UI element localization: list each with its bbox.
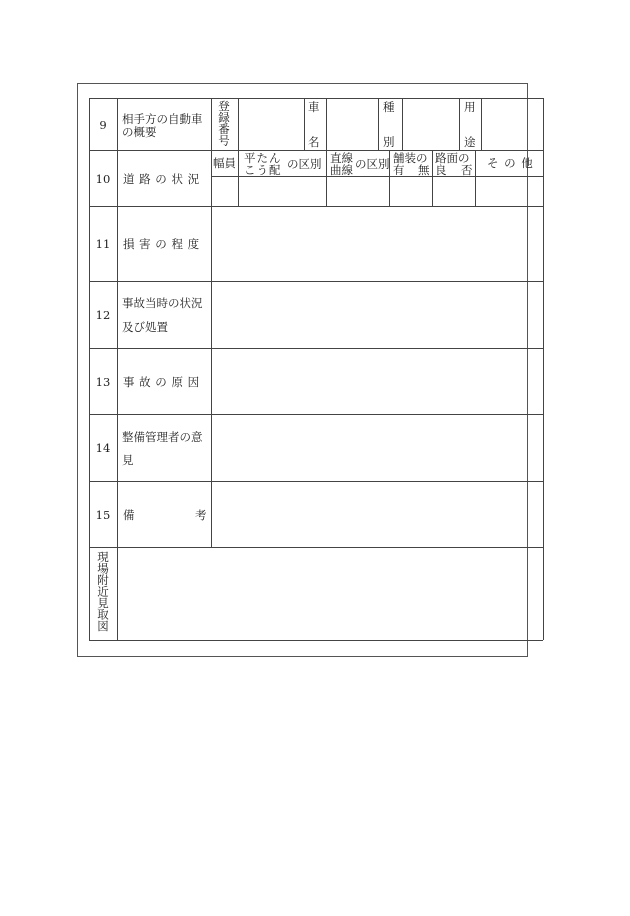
rule-r12-bottom — [89, 348, 543, 349]
rule-num-col — [117, 98, 118, 640]
vehicle-use-label-bottom: 途 — [464, 135, 476, 149]
rule-r10-d — [432, 150, 433, 206]
remarks-label-right: 考 — [195, 508, 207, 522]
rule-r10-bottom — [89, 206, 543, 207]
registration-number-label: 登録番号 — [217, 100, 231, 146]
rule-r14-bottom — [89, 481, 543, 482]
paving-top: 舗装の — [393, 151, 428, 165]
rule-r13-bottom — [89, 414, 543, 415]
row-number-11: 11 — [95, 237, 111, 251]
paving-bottom-right: 無 — [418, 163, 430, 177]
row-number-13: 13 — [95, 375, 111, 389]
row-number-10: 10 — [95, 172, 111, 186]
rule-r10-a — [238, 150, 239, 206]
rule-r9-d — [378, 98, 379, 150]
paving-bottom-left: 有 — [393, 163, 405, 177]
car-name-label-bottom: 名 — [308, 135, 320, 149]
site-sketch-label: 現場附近見取図 — [96, 551, 110, 632]
other-label: そ の 他 — [487, 156, 534, 170]
row-number-14: 14 — [95, 441, 111, 455]
flat-slope-top: 平たん — [244, 151, 282, 165]
accident-cause-label: 事 故 の 原 因 — [123, 375, 200, 389]
damage-extent-label: 損 害 の 程 度 — [123, 237, 200, 251]
flat-slope-suffix: の区別 — [287, 157, 322, 171]
straight-curve-suffix: の区別 — [355, 157, 390, 171]
row-number-15: 15 — [95, 508, 111, 522]
rule-r9-c — [326, 98, 327, 150]
vehicle-type-label-top: 種 — [383, 100, 395, 114]
vehicle-overview-label-line1: 相手方の自動車 — [122, 112, 203, 126]
rule-r10-b — [326, 150, 327, 206]
road-width-label: 幅員 — [213, 156, 236, 170]
rule-r9-g — [481, 98, 482, 150]
rule-label-col — [211, 98, 212, 547]
vehicle-overview-label-line2: の概要 — [122, 125, 157, 139]
rule-top — [89, 98, 543, 99]
surface-top: 路面の — [435, 151, 470, 165]
rule-r11-bottom — [89, 281, 543, 282]
flat-slope-bottom: こう配 — [244, 163, 282, 177]
row-number-9: 9 — [99, 118, 107, 132]
road-condition-label: 道 路 の 状 況 — [123, 172, 200, 186]
rule-r9-b — [304, 98, 305, 150]
straight-curve-top: 直線 — [330, 151, 353, 165]
rule-r9-f — [459, 98, 460, 150]
straight-curve-bottom: 曲線 — [330, 163, 353, 177]
row-number-12: 12 — [95, 308, 111, 322]
accident-situation-label-line2: 及び処置 — [122, 320, 168, 334]
surface-bottom-right: 否 — [461, 163, 473, 177]
rule-r10-e — [475, 150, 476, 206]
vehicle-type-label-bottom: 別 — [383, 135, 395, 149]
rule-bottom — [89, 640, 543, 641]
manager-opinion-label-line1: 整備管理者の意 — [122, 430, 203, 444]
remarks-label-left: 備 — [123, 508, 135, 522]
car-name-label-top: 車 — [308, 100, 320, 114]
rule-r15-bottom — [89, 547, 543, 548]
rule-right — [543, 98, 544, 640]
rule-r9-e — [402, 98, 403, 150]
surface-bottom-left: 良 — [435, 163, 447, 177]
rule-r9-a — [238, 98, 239, 150]
manager-opinion-label-line2: 見 — [122, 453, 134, 467]
vehicle-use-label-top: 用 — [464, 100, 476, 114]
accident-situation-label-line1: 事故当時の状況 — [122, 296, 203, 310]
